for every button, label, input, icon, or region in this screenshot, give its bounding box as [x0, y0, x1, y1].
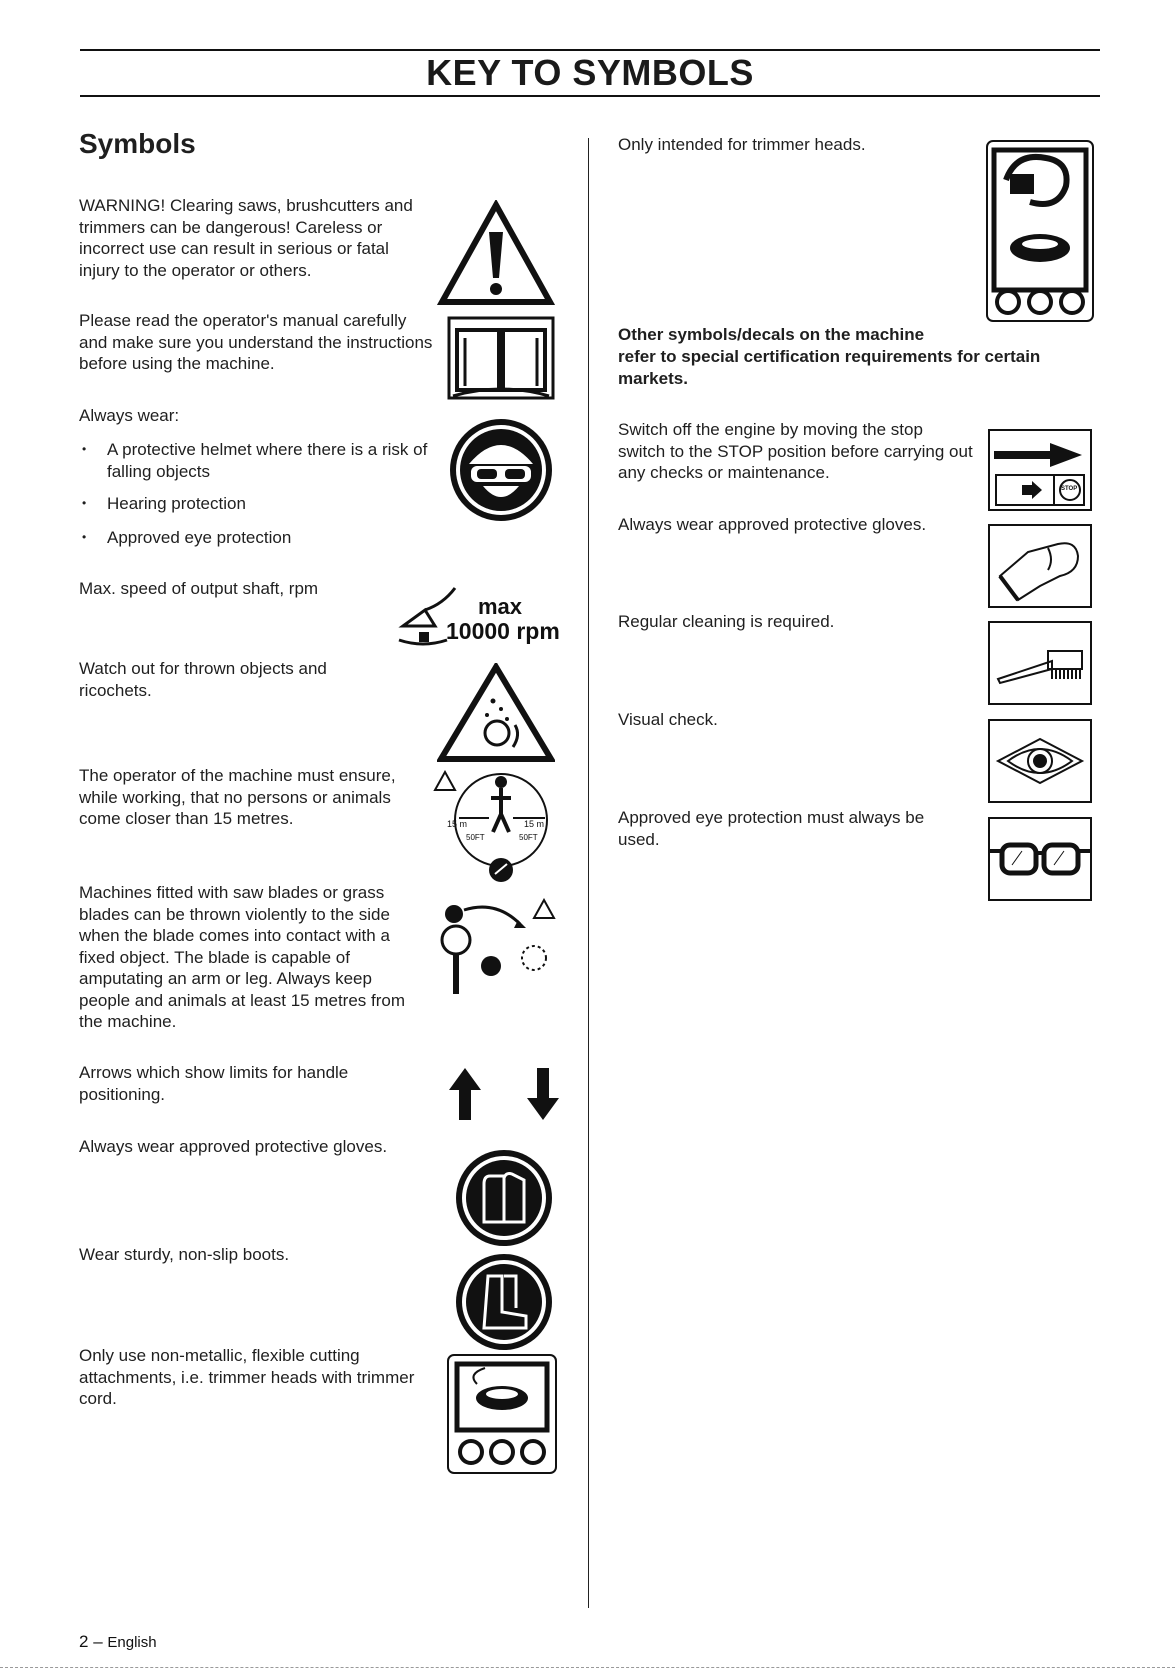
- column-divider: [588, 138, 589, 1608]
- gloves-circle-icon: [454, 1148, 554, 1248]
- boots-text: Wear sturdy, non-slip boots.: [79, 1245, 290, 1264]
- rpm-label: 10000 rpm: [446, 618, 560, 644]
- other-symbols-heading: Other symbols/decals on the machine: [618, 325, 925, 344]
- stop-label: STOP: [1061, 486, 1078, 492]
- manual-text: Please read the operator's manual carefully and make sure you understand the instructions before using the machine.: [79, 311, 433, 373]
- gloves-square-icon: [988, 524, 1092, 608]
- bullet-eye: • Approved eye protection: [79, 527, 447, 549]
- max-label: max: [478, 594, 523, 619]
- right-gloves-text: Always wear approved protective gloves.: [618, 515, 927, 534]
- visual-check-text: Visual check.: [618, 710, 718, 729]
- bottom-edge: [0, 1667, 1175, 1670]
- thrown-objects-icon: [437, 663, 555, 763]
- page-number: 2: [79, 1632, 89, 1651]
- distance-right-ft: 50FT: [519, 833, 538, 842]
- blade-thrown-text: Machines fitted with saw blades or grass blades can be thrown violently to the side when the blade comes into contact with a fixed object. The blade is capable of amputating an arm or leg. Always keep people and animals at least 15 metres from the machine.: [79, 883, 406, 1031]
- non-metallic-text: Only use non-metallic, flexible cutting attachments, i.e. trimmer heads with trimmer cord.: [79, 1346, 415, 1408]
- warning-triangle-icon: [437, 200, 555, 308]
- eye-protection-text: Approved eye protection must always be used.: [618, 808, 925, 849]
- manual-book-icon: [447, 316, 555, 400]
- goggles-square-icon: [988, 817, 1092, 901]
- section-heading: Symbols: [79, 128, 196, 159]
- gloves-text: Always wear approved protective gloves.: [79, 1137, 388, 1156]
- distance-text: The operator of the machine must ensure, while working, that no persons or animals come closer than 15 metres.: [79, 766, 396, 828]
- trimmer-heads-text: Only intended for trimmer heads.: [618, 135, 866, 154]
- certification-heading: refer to special certification requirements for certain markets.: [618, 347, 1041, 388]
- distance-right-m: 15 m: [524, 819, 545, 829]
- distance-left-ft: 50FT: [466, 833, 485, 842]
- brush-square-icon: [988, 621, 1092, 705]
- bullet-helmet: • A protective helmet where there is a risk of falling objects: [79, 439, 447, 482]
- page-title: KEY TO SYMBOLS: [426, 52, 754, 93]
- distance-15m-icon: [433, 770, 559, 888]
- warning-text: WARNING! Clearing saws, brushcutters and trimmers can be dangerous! Careless or incorrect use can result in serious or fatal injury to the operator or others.: [79, 196, 413, 280]
- trimmer-head-icon: [447, 1354, 557, 1474]
- switch-off-text: Switch off the engine by moving the stop switch to the STOP position before carrying out any checks or maintenance.: [618, 420, 973, 482]
- title-underline: [80, 95, 1100, 97]
- cleaning-text: Regular cleaning is required.: [618, 612, 835, 631]
- max-speed-text: Max. speed of output shaft, rpm: [79, 579, 319, 598]
- blade-thrust-icon: [436, 898, 558, 998]
- page-footer: [79, 1632, 157, 1652]
- stop-switch-icon: [988, 429, 1092, 511]
- top-rule: [80, 49, 1100, 51]
- helmet-hearing-eye-icon: [447, 416, 555, 524]
- handle-arrows-icon: [449, 1066, 559, 1122]
- arrows-text: Arrows which show limits for handle positioning.: [79, 1063, 349, 1104]
- always-wear-text: Always wear:: [79, 406, 180, 425]
- bullet-hearing: • Hearing protection: [79, 493, 447, 515]
- boots-circle-icon: [454, 1252, 554, 1352]
- footer-language: English: [107, 1634, 157, 1651]
- footer-dash: –: [93, 1632, 103, 1651]
- distance-left-m: 15 m: [447, 819, 468, 829]
- thrown-objects-text: Watch out for thrown objects and ricochets.: [79, 659, 327, 700]
- eye-square-icon: [988, 719, 1092, 803]
- trimmer-head-brushcutter-icon: [986, 140, 1094, 322]
